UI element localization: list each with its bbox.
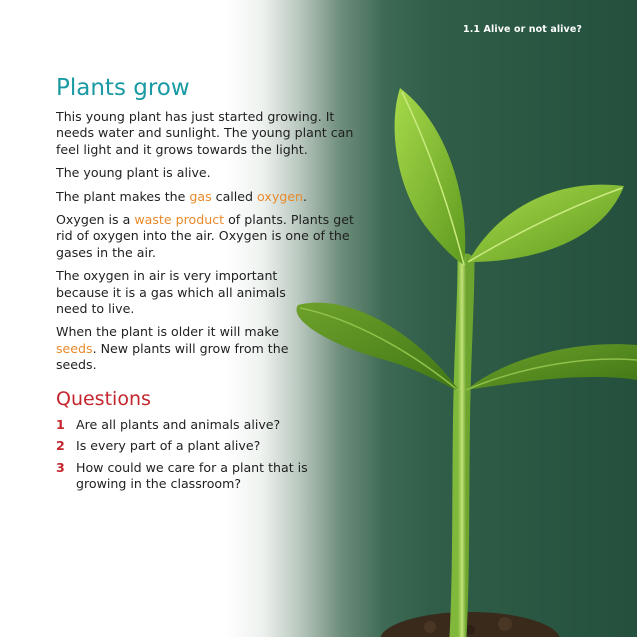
upper-left-leaf	[395, 88, 466, 265]
text-fragment: When the plant is older it will make	[56, 324, 279, 340]
paragraph-plant-makes-gas	[56, 189, 366, 205]
text-fragment: called	[211, 188, 258, 204]
text-fragment: of plants. Plants get rid of oxygen into the air. Oxygen is one of the gases in the air.	[56, 212, 354, 260]
questions-heading: Questions	[56, 387, 151, 410]
paragraph-seeds	[56, 324, 301, 373]
page-title: Plants grow	[56, 75, 190, 101]
question-text: How could we care for a plant that is growing in the classroom?	[76, 459, 308, 491]
plant-stem	[458, 262, 466, 637]
paragraph-plant-alive: The young plant is alive.	[56, 165, 211, 181]
question-item	[56, 460, 326, 493]
paragraph-plant-growing: This young plant has just started growing. It needs water and sunlight. The young plant can feel light and it grows towards the light.	[56, 109, 354, 157]
question-item	[56, 438, 326, 454]
question-number: 2	[56, 438, 65, 454]
text-fragment: The plant makes the	[56, 188, 190, 204]
question-text: Are all plants and animals alive?	[76, 416, 281, 432]
question-number: 3	[56, 459, 65, 475]
text-fragment: .	[303, 188, 308, 204]
section-header: 1.1 Alive or not alive?	[463, 24, 582, 35]
paragraph-oxygen-important: The oxygen in air is very important because it is a gas which all animals need to live.	[56, 268, 286, 317]
right-cotyledon-leaf	[466, 344, 637, 390]
keyword-gas: gas	[189, 188, 212, 204]
keyword-seeds: seeds	[56, 340, 93, 356]
question-text: Is every part of a plant alive?	[76, 438, 261, 454]
text-fragment: . New plants will grow from the seeds.	[56, 340, 289, 373]
question-item	[56, 417, 326, 433]
keyword-waste-product: waste product	[134, 212, 225, 228]
text-fragment: Oxygen is a	[56, 212, 135, 228]
paragraph-waste-product	[56, 212, 356, 261]
questions-list	[56, 417, 376, 493]
keyword-oxygen: oxygen	[257, 188, 303, 204]
question-number: 1	[56, 416, 65, 432]
text-column	[56, 74, 376, 497]
